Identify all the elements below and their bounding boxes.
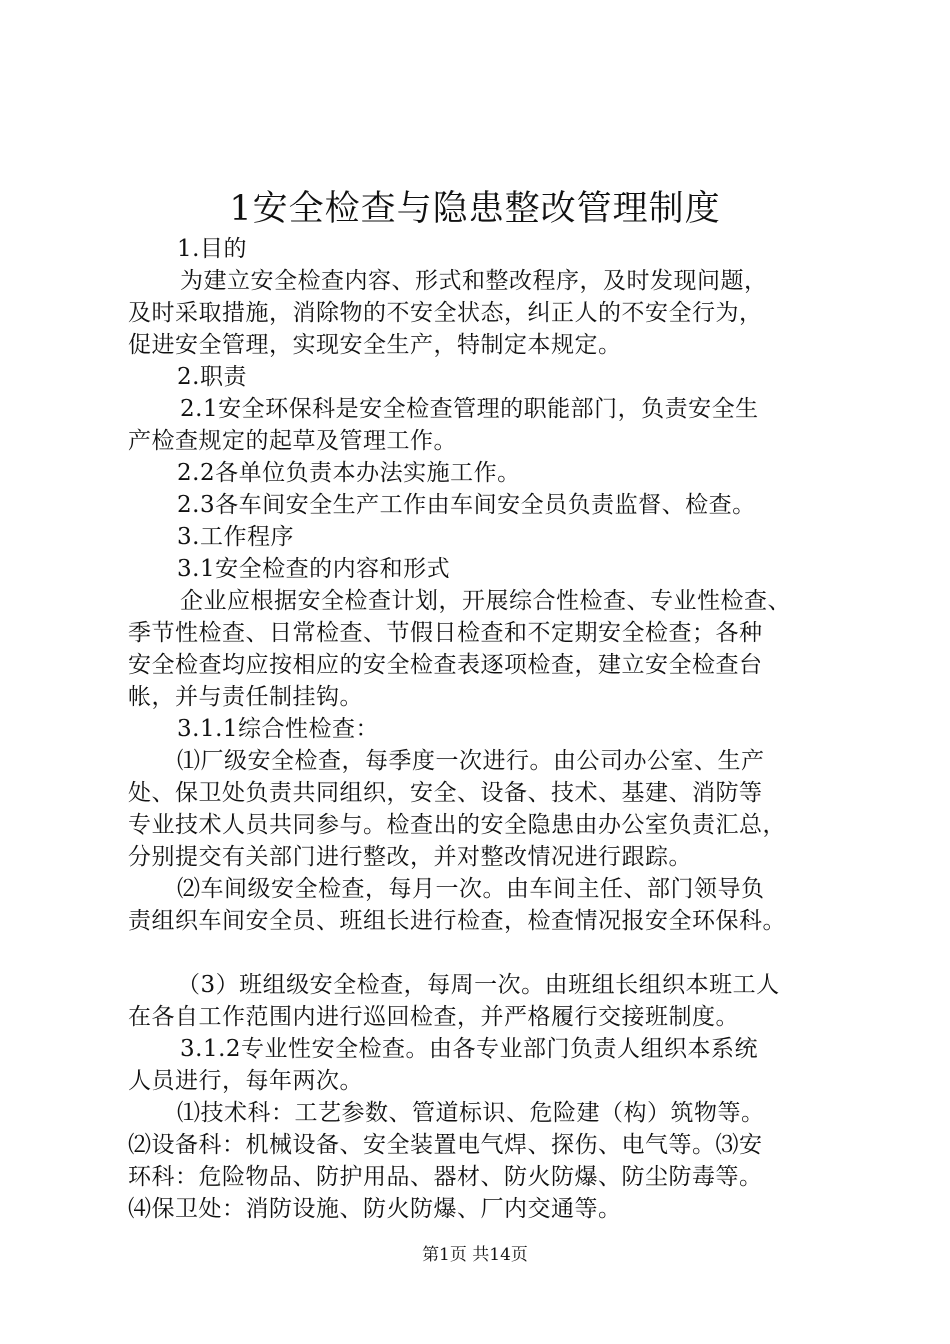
body-line: 专业技术人员共同参与。检查出的安全隐患由办公室负责汇总， xyxy=(128,812,786,838)
document-title: 1安全检查与隐患整改管理制度 xyxy=(229,189,721,229)
body-line: 2.1安全环保科是安全检查管理的职能部门，负责安全生 xyxy=(180,396,759,422)
body-line: 环科：危险物品、防护用品、器材、防火防爆、防尘防毒等。 xyxy=(128,1164,763,1190)
body-line: 处、保卫处负责共同组织，安全、设备、技术、基建、消防等 xyxy=(128,780,763,806)
body-line: 安全检查均应按相应的安全检查表逐项检查，建立安全检查台 xyxy=(128,652,763,678)
body-line: 3.1安全检查的内容和形式 xyxy=(177,556,451,582)
page-number: 第1页 共14页 xyxy=(422,1245,528,1265)
body-line: 在各自工作范围内进行巡回检查，并严格履行交接班制度。 xyxy=(128,1004,739,1030)
body-line: 3.工作程序 xyxy=(177,524,294,550)
body-line: 企业应根据安全检查计划，开展综合性检查、专业性检查、 xyxy=(180,588,791,614)
body-line: 产检查规定的起草及管理工作。 xyxy=(128,428,457,454)
body-line: ⑵车间级安全检查，每月一次。由车间主任、部门领导负 xyxy=(177,876,765,902)
body-line: 促进安全管理，实现安全生产，特制定本规定。 xyxy=(128,332,622,358)
body-line: 及时采取措施，消除物的不安全状态，纠正人的不安全行为， xyxy=(128,300,763,326)
body-line: ⑵设备科：机械设备、安全装置电气焊、探伤、电气等。⑶安 xyxy=(128,1132,763,1158)
body-line: 3.1.2专业性安全检查。由各专业部门负责人组织本系统 xyxy=(180,1036,759,1062)
body-line: 为建立安全检查内容、形式和整改程序，及时发现问题， xyxy=(180,268,768,294)
body-line: 分别提交有关部门进行整改，并对整改情况进行跟踪。 xyxy=(128,844,692,870)
body-line: 人员进行，每年两次。 xyxy=(128,1068,363,1094)
body-line: 责组织车间安全员、班组长进行检查，检查情况报安全环保科。 xyxy=(128,908,786,934)
body-line: ⑴技术科：工艺参数、管道标识、危险建（构）筑物等。 xyxy=(177,1100,765,1126)
body-line: 2.3各车间安全生产工作由车间安全员负责监督、检查。 xyxy=(177,492,756,518)
body-line: 2.职责 xyxy=(177,364,247,390)
body-line: 季节性检查、日常检查、节假日检查和不定期安全检查；各种 xyxy=(128,620,763,646)
body-line: （3）班组级安全检查，每周一次。由班组长组织本班工人 xyxy=(177,972,780,998)
body-line: ⑷保卫处：消防设施、防火防爆、厂内交通等。 xyxy=(128,1196,622,1222)
body-line: 帐，并与责任制挂钩。 xyxy=(128,684,363,710)
body-line: 1.目的 xyxy=(177,236,247,262)
body-line: ⑴厂级安全检查，每季度一次进行。由公司办公室、生产 xyxy=(177,748,765,774)
body-line: 2.2各单位负责本办法实施工作。 xyxy=(177,460,521,486)
body-line: 3.1.1综合性检查： xyxy=(177,716,380,742)
